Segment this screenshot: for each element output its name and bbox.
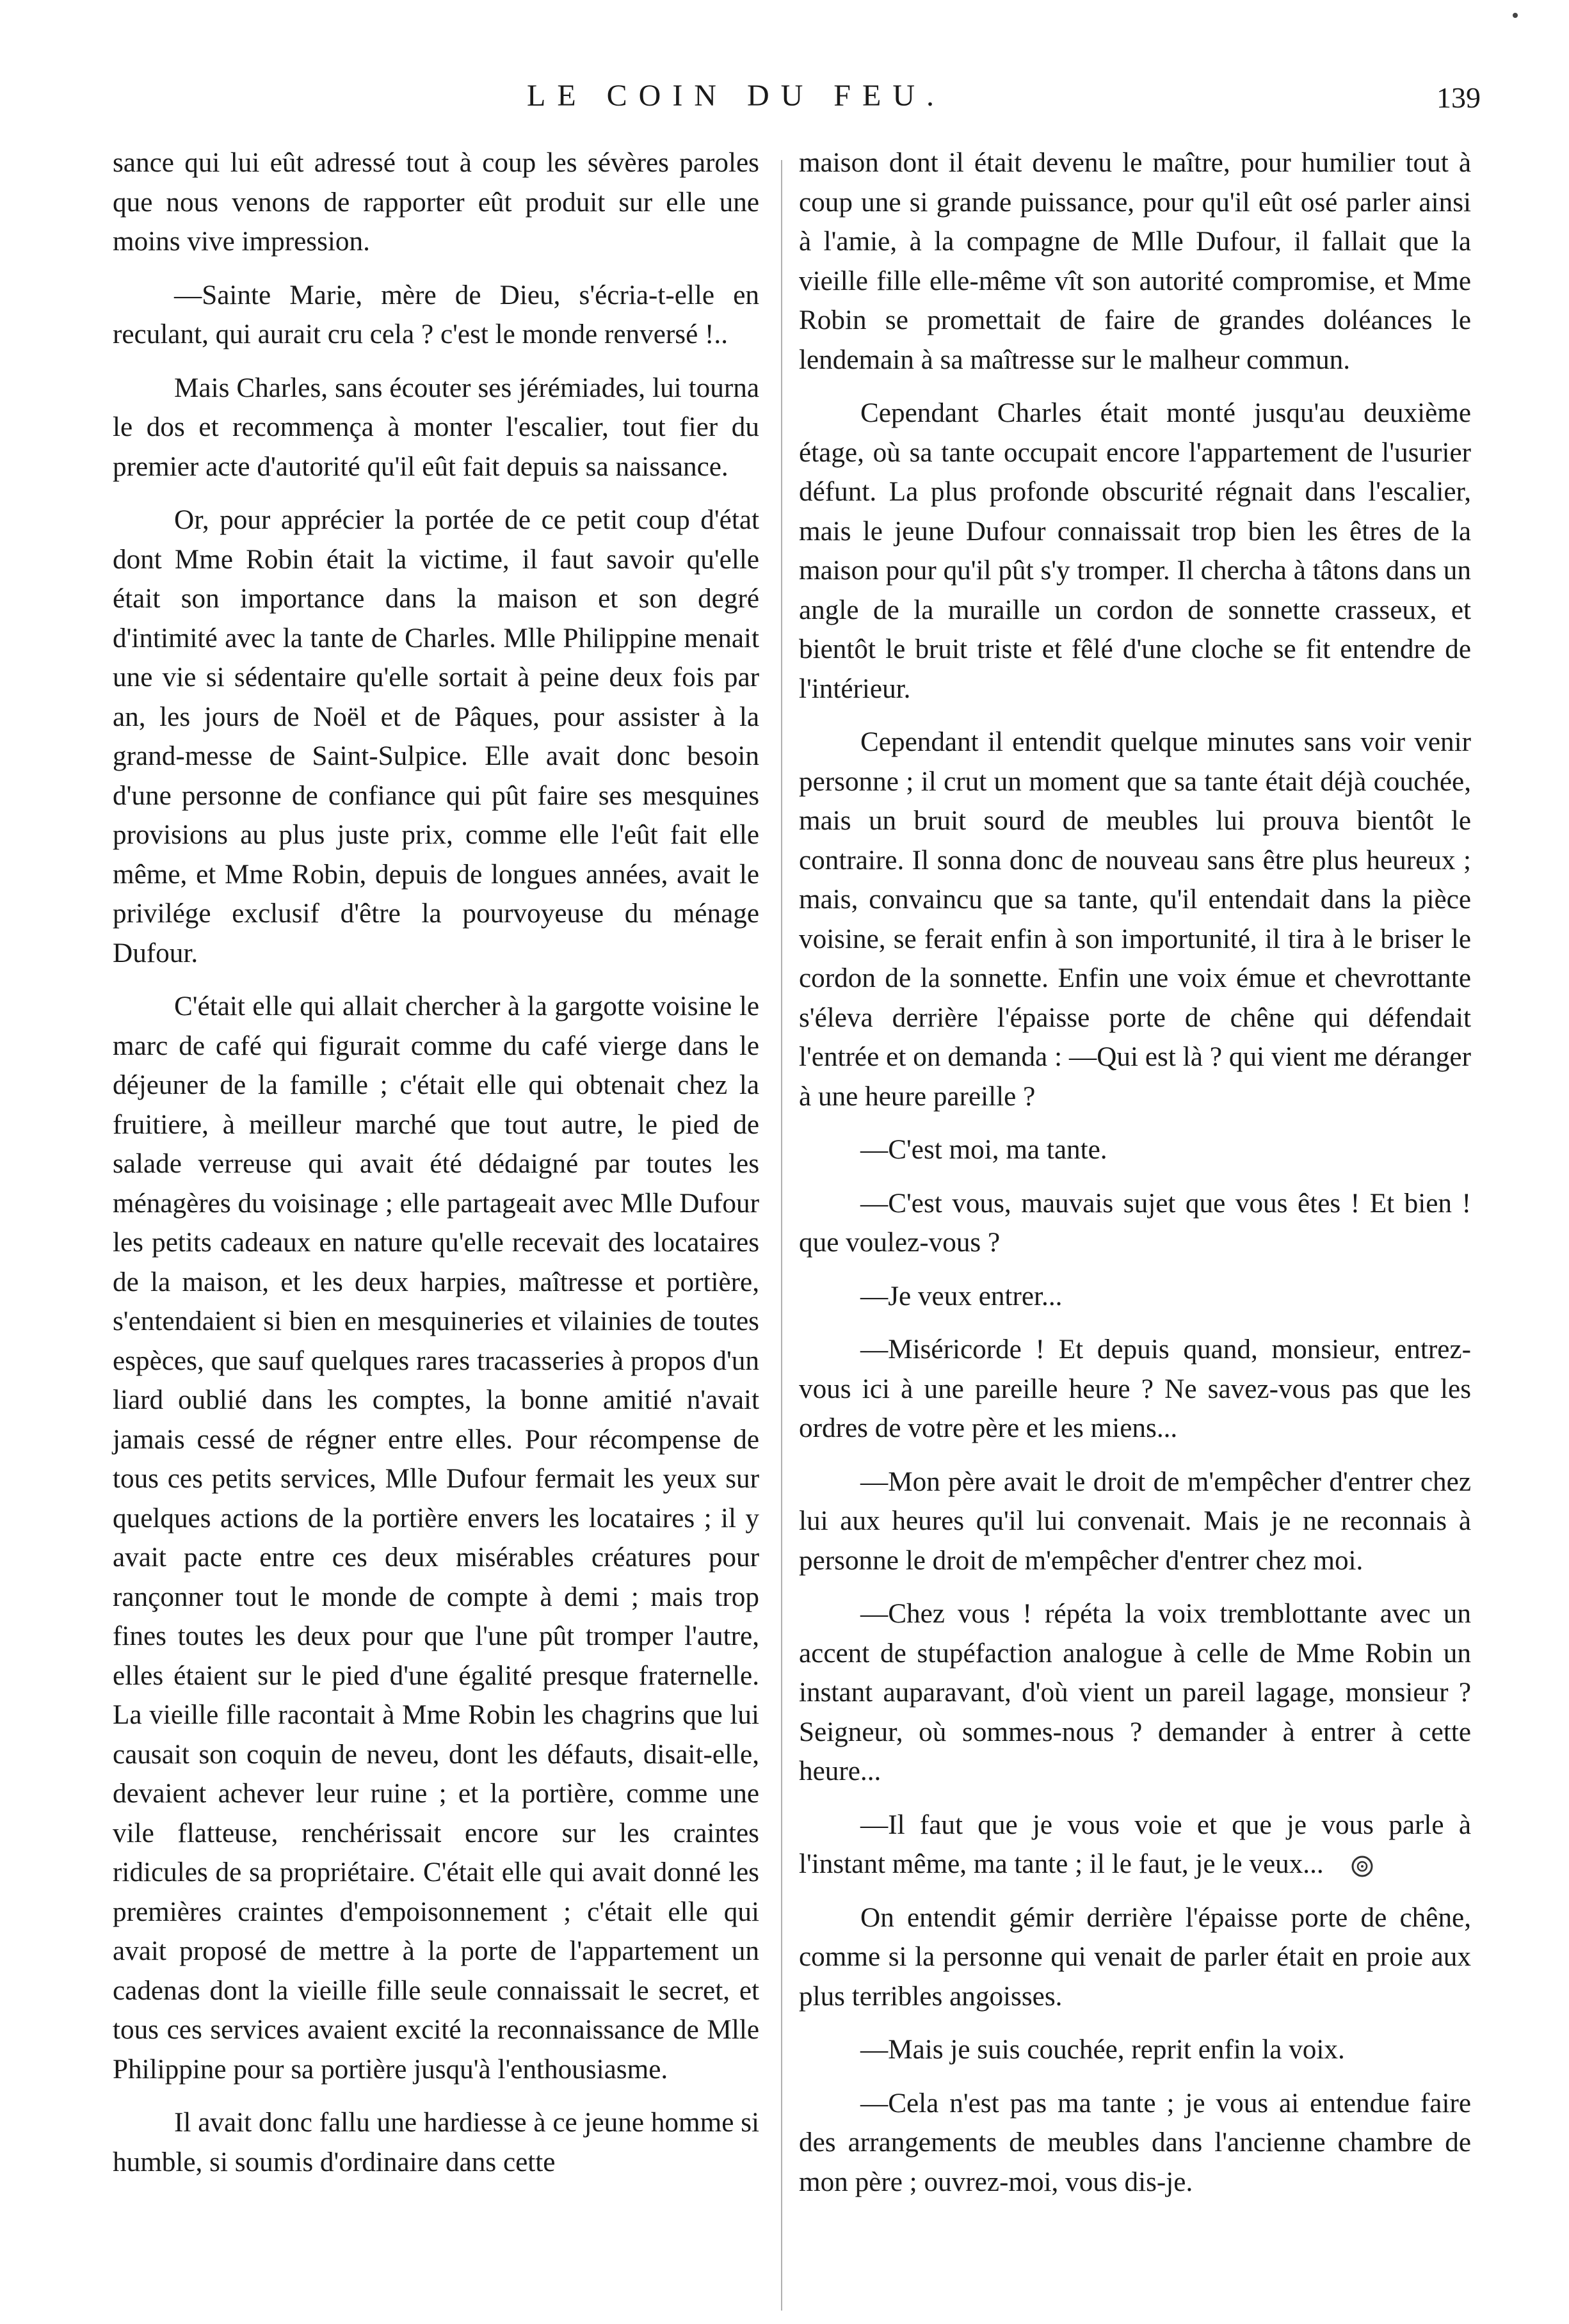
- paragraph: [799, 1130, 1471, 1170]
- printer-ornament-icon: [1349, 1854, 1375, 1879]
- paragraph-text: —Sainte Marie, mère de Dieu, s'écria-t-elle en reculant, qui aurait cru cela ? c'est le monde renversé !..: [113, 280, 759, 349]
- paragraph-text: —Mon père avait le droit de m'empêcher d'entrer chez lui aux heures qu'il lui convenait. Mais je ne reconnais à personne le droit de m'empêcher d'entrer chez moi.: [799, 1466, 1471, 1576]
- column-divider: [781, 160, 782, 2311]
- paragraph: [799, 1898, 1471, 2017]
- ink-speck: [1513, 13, 1518, 18]
- paragraph-text: On entendit gémir derrière l'épaisse porte de chêne, comme si la personne qui venait de parler était en proie aux plus terribles angoisses.: [799, 1902, 1471, 2012]
- paragraph-text: Cependant Charles était monté jusqu'au deuxième étage, où sa tante occupait encore l'appartement de l'usurier défunt. La plus profonde obscurité régnait dans l'escalier, mais le jeune Dufour connaissait trop bien les êtres de la maison pour qu'il pût s'y tromper. Il chercha à tâtons dans un angle de la muraille un cordon de sonnette crasseux, et bientôt le bruit triste et fêlé d'une cloche se fit entendre de l'intérieur.: [799, 398, 1471, 704]
- paragraph: [799, 2084, 1471, 2202]
- paragraph: [799, 1330, 1471, 1448]
- paragraph-text: Mais Charles, sans écouter ses jérémiades, lui tourna le dos et recommença à monter l'escalier, tout fier du premier acte d'autorité qu'il eût fait depuis sa naissance.: [113, 373, 759, 482]
- paragraph-text: —Miséricorde ! Et depuis quand, monsieur, entrez-vous ici à une pareille heure ? Ne savez-vous pas que les ordres de votre père et les miens...: [799, 1334, 1471, 1443]
- paragraph: [113, 369, 759, 487]
- paragraph: [799, 394, 1471, 709]
- paragraph-text: —C'est moi, ma tante.: [860, 1135, 1107, 1165]
- paragraph-text: Or, pour apprécier la portée de ce petit coup d'état dont Mme Robin était la victime, il faut savoir qu'elle était son importance dans la maison et son degré d'intimité avec la tante de Charles. Mlle Philippine menait une vie si sédentaire qu'elle sortait à peine deux fois par an, les jours de Noël et de Pâques, pour assister à la grand-messe de Saint-Sulpice. Elle avait donc besoin d'une personne de confiance qui pût faire ses mesquines provisions au plus juste prix, comme elle l'eût fait elle même, et Mme Robin, depuis de longues années, avait le privilége exclusif d'être la pourvoyeuse du ménage Dufour.: [113, 505, 759, 968]
- paragraph-text: Il avait donc fallu une hardiesse à ce jeune homme si humble, si soumis d'ordinaire dans cette: [113, 2108, 759, 2177]
- paragraph-text: C'était elle qui allait chercher à la gargotte voisine le marc de café qui figurait comme du café vierge dans le déjeuner de la famille ; c'était elle qui obtenait chez la fruitiere, à meilleur marché que tout autre, le pied de salade verreuse qui avait été dédaigné par toutes les ménagères du voisinage ; elle partageait avec Mlle Dufour les petits cadeaux en nature qu'elle recevait des locataires de la maison, et les deux harpies, maîtresse et portière, s'entendaient si bien en mesquineries et vilainies de toutes espèces, que sauf quelques rares tracasseries à propos d'un liard oublié dans les comptes, la bonne amitié n'avait jamais cessé de régner entre elles. Pour récompense de tous ces petits services, Mlle Dufour fermait les yeux sur quelques actions de la portière envers les locataires ; il y avait pacte entre ces deux misérables créatures pour rançonner tout le monde de compte à demi ; mais trop fines toutes les deux pour que l'une pût tromper l'autre, elles étaient sur le pied d'une égalité presque fraternelle. La vieille fille racontait à Mme Robin les chagrins que lui causait son coquin de neveu, dont les défauts, disait-elle, devaient achever leur ruine ; et la portière, comme une vile flatteuse, renchérissait encore sur les craintes ridicules de sa propriétaire. C'était elle qui avait donné les premières craintes d'empoisonnement ; c'était elle qui avait proposé de mettre à la porte de l'appartement un cadenas dont la vieille fille seule connaissait le secret, et tous ces services avaient excité la reconnaissance de Mlle Philippine pour sa portière jusqu'à l'enthousiasme.: [113, 991, 759, 2085]
- paragraph: [113, 2103, 759, 2182]
- paragraph-text: maison dont il était devenu le maître, pour humilier tout à coup une si grande puissance, pour qu'il eût osé parler ainsi à l'amie, à la compagne de Mlle Dufour, il fallait que la vieille fille elle-même vît son autorité compromise, et Mme Robin se promettait de faire de grandes doléances le lendemain à sa maîtresse sur le malheur commun.: [799, 148, 1471, 375]
- paragraph-text: —Chez vous ! répéta la voix tremblottante avec un accent de stupéfaction analogue à celle de Mme Robin un instant auparavant, d'où vient un pareil lagage, monsieur ? Seigneur, où sommes-nous ? demander à entrer à cette heure...: [799, 1599, 1471, 1786]
- page-number: 139: [1436, 81, 1481, 114]
- right-column: [799, 143, 1471, 2202]
- paragraph-text: sance qui lui eût adressé tout à coup les sévères paroles que nous venons de rapporter eût produit sur elle une moins vive impression.: [113, 148, 759, 257]
- paragraph: [799, 143, 1471, 380]
- paragraph-text: —Cela n'est pas ma tante ; je vous ai entendue faire des arrangements de meubles dans l'ancienne chambre de mon père ; ouvrez-moi, vous dis-je.: [799, 2088, 1471, 2197]
- paragraph: [799, 2030, 1471, 2070]
- paragraph-text: —Il faut que je vous voie et que je vous parle à l'instant même, ma tante ; il le faut, je le veux...: [799, 1809, 1471, 1879]
- paragraph: [113, 143, 759, 262]
- paragraph-text: —Je veux entrer...: [860, 1281, 1063, 1311]
- paragraph: [113, 987, 759, 2089]
- paragraph: [799, 1463, 1471, 1581]
- paragraph-text: Cependant il entendit quelque minutes sans voir venir personne ; il crut un moment que sa tante était déjà couchée, mais un bruit sourd de meubles lui prouva bientôt le contraire. Il sonna donc de nouveau sans être plus heureux ; mais, convaincu que sa tante, qu'il entendait dans la pièce voisine, se ferait enfin à son importunité, il tira à le briser le cordon de la sonnette. Enfin une voix émue et chevrottante s'éleva derrière l'épaisse porte de chêne qui défendait l'entrée et on demanda : —Qui est là ? qui vient me déranger à une heure pareille ?: [799, 727, 1471, 1112]
- paragraph-text: —C'est vous, mauvais sujet que vous êtes ! Et bien ! que voulez-vous ?: [799, 1188, 1471, 1258]
- paragraph-text: —Mais je suis couchée, reprit enfin la voix.: [860, 2035, 1345, 2065]
- running-title: LE COIN DU FEU.: [527, 79, 945, 113]
- paragraph: [113, 276, 759, 355]
- paragraph: [799, 1184, 1471, 1263]
- paragraph: [799, 1277, 1471, 1317]
- paragraph: [113, 501, 759, 973]
- paragraph: [799, 1806, 1471, 1884]
- left-column: [113, 143, 759, 2182]
- paragraph: [799, 723, 1471, 1116]
- paragraph: [799, 1594, 1471, 1791]
